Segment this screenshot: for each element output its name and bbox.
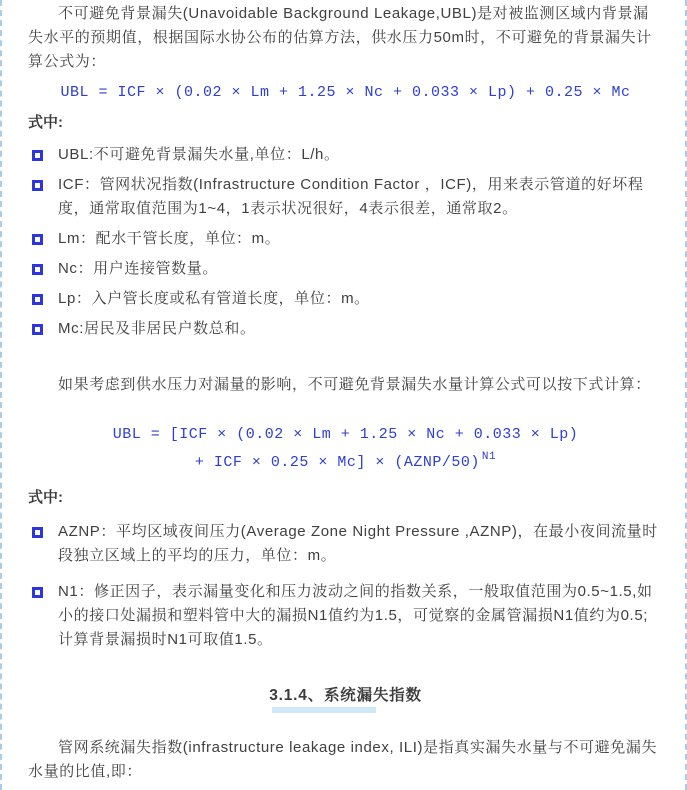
list-item-n1 [32,580,663,652]
square-bullet-icon [32,264,43,275]
heading-highlight-bar [272,707,376,713]
list-item-text: Nc：用户连接管数量。 [58,260,218,277]
ili-paragraph: 管网系统漏失指数(infrastructure leakage index, ILI)是指真实漏失水量与不可避免漏失水量的比值,即： [28,739,658,780]
definition-list-2 [28,520,663,652]
formula-line-2 [28,449,663,478]
list-item-text: AZNP：平均区域夜间压力(Average Zone Night Pressure ,AZNP)，在最小夜间流量时段独立区域上的平均的压力，单位：m。 [58,523,658,564]
formula-line-1: UBL = [ICF × (0.02 × Lm + 1.25 × Nc + 0.033 × Lp) [112,426,579,443]
list-item-ubl [32,143,663,167]
formula-ubl-pressure [28,421,663,478]
list-item-nc [32,257,663,281]
intro-paragraph: 不可避免背景漏失(Unavoidable Background Leakage,UBL)是对被监测区域内背景漏失水平的预期值，根据国际水协公布的估算方法，供水压力50m时，不可避免的背景漏失计算公式为： [28,5,652,70]
list-item-text: UBL:不可避免背景漏失水量,单位：L/h。 [58,146,340,163]
square-bullet-icon [32,587,43,598]
list-item-aznp [32,520,663,568]
list-item-lm [32,227,663,251]
where-label-2: 式中: [28,489,63,506]
list-item-text: N1：修正因子，表示漏量变化和压力波动之间的指数关系，一般取值范围为0.5~1.5,如小的接口处漏损和塑料管中大的漏损N1值约为1.5，可觉察的金属管漏损N1值约为0.5;计算背景漏损时N1可取值1.5。 [58,583,653,648]
pressure-paragraph: 如果考虑到供水压力对漏量的影响，不可避免背景漏失水量计算公式可以按下式计算： [58,376,651,393]
list-item-text: Lp：入户管长度或私有管道长度，单位：m。 [58,290,370,307]
square-bullet-icon [32,324,43,335]
list-item-icf [32,173,663,221]
square-bullet-icon [32,294,43,305]
square-bullet-icon [32,527,43,538]
where-label-1: 式中: [28,114,63,131]
square-bullet-icon [32,180,43,191]
formula-ubl-basic: UBL = ICF × (0.02 × Lm + 1.25 × Nc + 0.033 × Lp) + 0.25 × Mc [60,84,631,101]
square-bullet-icon [32,150,43,161]
square-bullet-icon [32,234,43,245]
list-item-text: Mc:居民及非居民户数总和。 [58,320,256,337]
formula-line-2-main: + ICF × 0.25 × Mc] × (AZNP/50) [194,454,480,471]
list-item-text: ICF：管网状况指数(Infrastructure Condition Factor ，ICF)，用来表示管道的好坏程度，通常取值范围为1~4，1表示状况很好，4表示很差，通常取2。 [58,176,644,217]
definition-list-1 [28,143,663,341]
list-item-text: Lm：配水干管长度，单位：m。 [58,230,281,247]
section-heading-3-1-4 [28,686,663,706]
list-item-mc [32,317,663,341]
section-heading-text: 3.1.4、系统漏失指数 [269,687,422,704]
list-item-lp [32,287,663,311]
formula-exponent-n1: N1 [481,451,497,463]
